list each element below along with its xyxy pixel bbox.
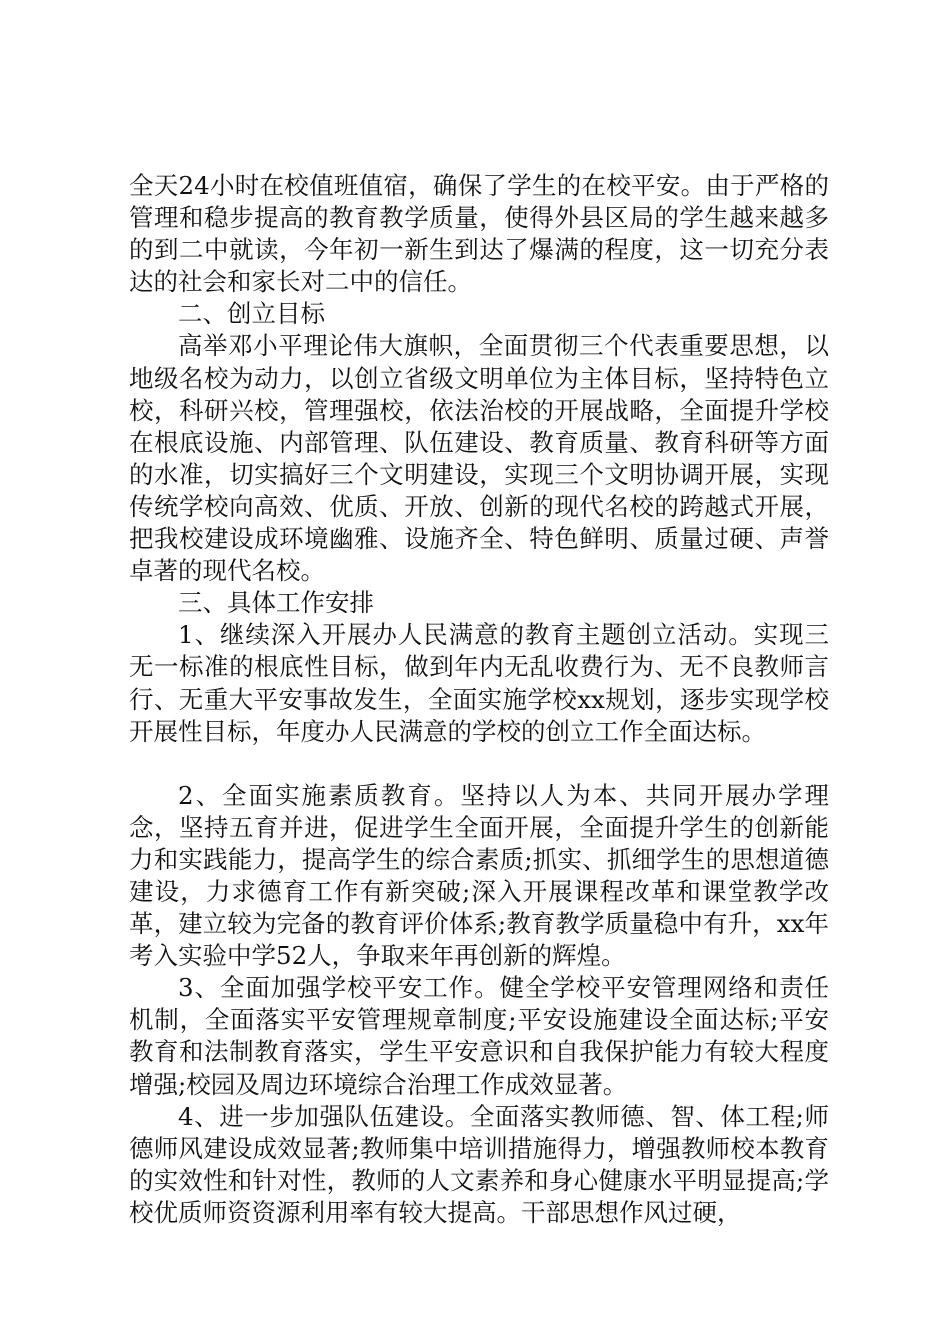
paragraph-item-2: 2、全面实施素质教育。坚持以人为本、共同开展办学理念，坚持五育并进，促进学生全面开展，全面提升学生的创新能力和实践能力，提高学生的综合素质;抓实、抓细学生的思想道德建设，力求德育工作有新突破;深入开展课程改革和课堂教学改革，建立较为完备的教育评价体系;教育教学质量稳中有升，xx年考入实验中学52人，争取来年再创新的辉煌。	[129, 780, 829, 971]
paragraph-continued: 全天24小时在校值班值宿，确保了学生的在校平安。由于严格的管理和稳步提高的教育教学质量，使得外县区局的学生越来越多的到二中就读，今年初一新生到达了爆满的程度，这一切充分表达的社会和家长对二中的信任。	[129, 171, 829, 297]
section-heading-goals: 二、创立目标	[178, 299, 325, 329]
paragraph-item-3: 3、全面加强学校平安工作。健全学校平安管理网络和责任机制，全面落实平安管理规章制度;平安设施建设全面达标;平安教育和法制教育落实，学生平安意识和自我保护能力有较大程度增强;校园及周边环境综合治理工作成效显著。	[129, 973, 829, 1099]
paragraph-item-4: 4、进一步加强队伍建设。全面落实教师德、智、体工程;师德师风建设成效显著;教师集中培训措施得力，增强教师校本教育的实效性和针对性，教师的人文素养和身心健康水平明显提高;学校优质师资资源利用率有较大提高。干部思想作风过硬，	[129, 1101, 829, 1227]
paragraph-goals: 高举邓小平理论伟大旗帜，全面贯彻三个代表重要思想，以地级名校为动力，以创立省级文明单位为主体目标，坚持特色立校，科研兴校，管理强校，依法治校的开展战略，全面提升学校在根底设施、内部管理、队伍建设、教育质量、教育科研等方面的水准，切实搞好三个文明建设，实现三个文明协调开展，实现传统学校向高效、优质、开放、创新的现代名校的跨越式开展，把我校建设成环境幽雅、设施齐全、特色鲜明、质量过硬、声誉卓著的现代名校。	[129, 331, 829, 586]
paragraph-spacer	[129, 748, 829, 780]
paragraph-item-1: 1、继续深入开展办人民满意的教育主题创立活动。实现三无一标准的根底性目标，做到年内无乱收费行为、无不良教师言行、无重大平安事故发生，全面实施学校xx规划，逐步实现学校开展性目标，年度办人民满意的学校的创立工作全面达标。	[129, 620, 829, 746]
section-heading-arrangements: 三、具体工作安排	[178, 588, 374, 618]
document-body	[129, 170, 829, 1229]
